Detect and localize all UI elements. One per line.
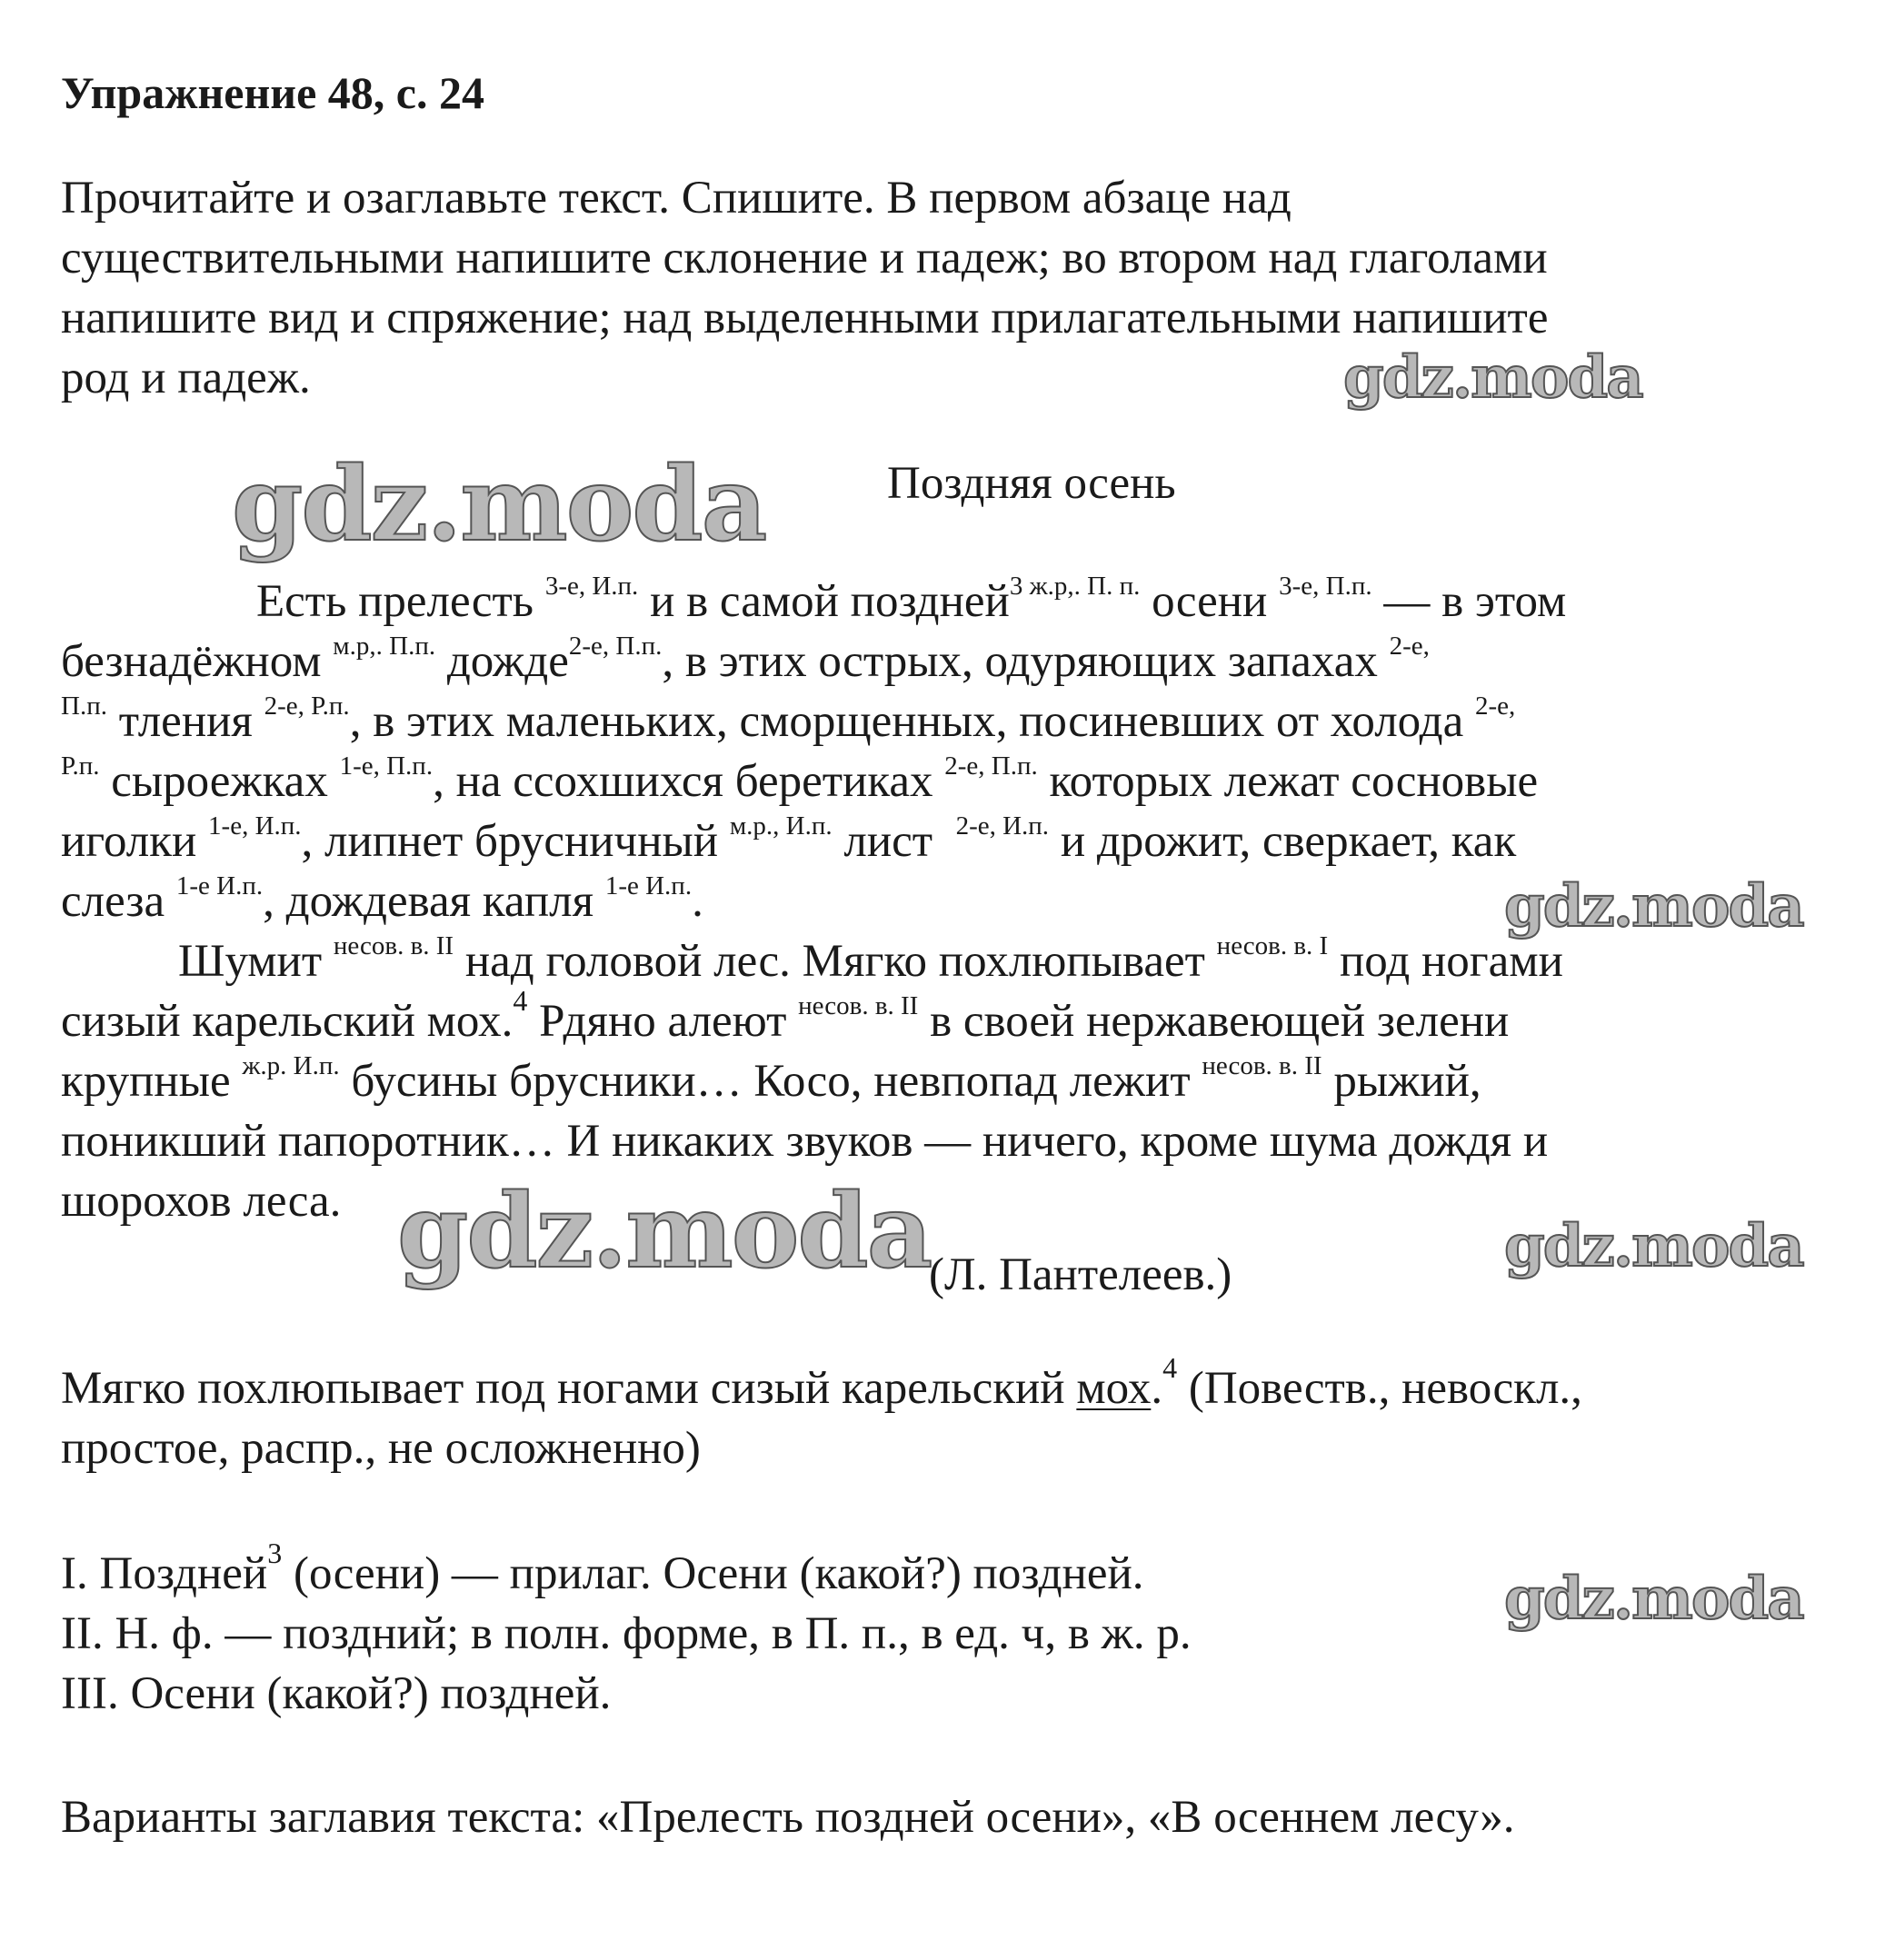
p1-l5-s3: 2-е, И.п. xyxy=(955,811,1050,841)
p1-l1-s3: 3-е, П.п. xyxy=(1279,572,1372,601)
p1-line-5 xyxy=(61,811,1517,869)
parsing-l1-a: I. Поздней xyxy=(61,1548,268,1599)
p1-l6-s2: 1-е И.п. xyxy=(604,871,693,900)
p1-l1-d: — в этом xyxy=(1383,576,1567,627)
p1-l3-a: тления xyxy=(118,696,253,747)
p2-line-2 xyxy=(61,984,1510,1049)
p1-line-1 xyxy=(256,574,1566,629)
p2-line-3 xyxy=(61,1051,1481,1109)
p1-l2-a: безнадёжном xyxy=(61,636,322,687)
p1-l4-a: сыроежках xyxy=(111,756,328,807)
parsing-line-3: III. Осени (какой?) поздней. xyxy=(61,1668,612,1719)
p1-line-3 xyxy=(61,691,1516,749)
p2-l3-s1: ж.р. И.п. xyxy=(242,1051,340,1080)
p1-l2-s3: 2-е, xyxy=(1389,632,1430,661)
exercise-heading: Упражнение 48, с. 24 xyxy=(61,67,484,118)
p1-l5-c: лист xyxy=(843,816,933,867)
task-line-2: существительными напишите склонение и падеж; во втором над глаголами xyxy=(61,233,1548,284)
p1-l1-b: и в самой поздней xyxy=(650,576,1010,627)
p2-l1-c: под ногами xyxy=(1339,936,1563,987)
p1-l3-b: , в этих маленьких, сморщенных, посиневших от холода xyxy=(349,696,1464,747)
p1-l4-s1: 1-е, П.п. xyxy=(339,751,434,781)
p2-l2-s1: 4 xyxy=(513,984,528,1017)
analysis-line-2: простое, распр., не осложненно) xyxy=(61,1423,701,1474)
title-variants: Варианты заглавия текста: «Прелесть поздней осени», «В осеннем лесу». xyxy=(61,1792,1515,1843)
p1-line-4 xyxy=(61,751,1539,809)
watermark-3: gdz.moda xyxy=(1504,872,1803,940)
p2-l1-s2: несов. в. I xyxy=(1216,931,1329,960)
p2-l3-b: бусины брусники… Косо, невпопад лежит xyxy=(351,1056,1191,1107)
parsing-line-1 xyxy=(61,1537,1144,1601)
p1-l2-s1: м.р,. П.п. xyxy=(333,632,436,661)
p2-line-4: поникший папоротник… И никаких звуков — ничего, кроме шума дождя и xyxy=(61,1116,1549,1167)
p1-l1-s2: 3 ж.р,. П. п. xyxy=(1009,572,1141,601)
watermark-1: gdz.moda xyxy=(1343,343,1642,412)
parsing-l1-b: (осени) — прилаг. Осени (какой?) поздней. xyxy=(293,1548,1144,1599)
p1-l4-s0: Р.п. xyxy=(61,751,100,781)
p1-l2-s2: 2-е, П.п. xyxy=(568,632,663,661)
p2-l2-a: сизый карельский мох. xyxy=(61,996,514,1047)
p1-l1-s1: 3-е, И.п. xyxy=(544,572,639,601)
p1-l6-c: . xyxy=(692,876,703,927)
p1-l1-a: Есть прелесть xyxy=(256,576,534,627)
analysis-l1-c: . xyxy=(1151,1363,1163,1414)
p1-l1-c: осени xyxy=(1152,576,1268,627)
p2-l2-c: в своей нержавеющей зелени xyxy=(930,996,1510,1047)
analysis-l1-s1: 4 xyxy=(1162,1351,1178,1384)
watermark-4: gdz.moda xyxy=(397,1172,932,1291)
p1-l6-s1: 1-е И.п. xyxy=(175,871,264,900)
analysis-underlined-word: мох xyxy=(1076,1363,1152,1414)
p1-l3-s0: П.п. xyxy=(61,691,107,721)
p1-l5-s1: 1-е, И.п. xyxy=(208,811,302,841)
watermark-5: gdz.moda xyxy=(1504,1212,1803,1280)
text-title: Поздняя осень xyxy=(887,458,1176,509)
author: (Л. Пантелеев.) xyxy=(929,1249,1232,1300)
p2-l2-b: Рдяно алеют xyxy=(539,996,787,1047)
parsing-line-2: II. Н. ф. — поздний; в полн. форме, в П. п., в ед. ч, в ж. р. xyxy=(61,1608,1192,1659)
p2-l2-s2: несов. в. II xyxy=(798,991,919,1020)
p2-l1-s1: несов. в. II xyxy=(333,931,454,960)
p1-line-6 xyxy=(61,871,703,929)
p1-l5-b: , липнет брусничный xyxy=(301,816,719,867)
p1-l4-c: которых лежат сосновые xyxy=(1049,756,1539,807)
p2-l3-s2: несов. в. II xyxy=(1202,1051,1322,1080)
p1-l6-b: , дождевая капля xyxy=(263,876,594,927)
task-line-4: род и падеж. xyxy=(61,353,311,403)
watermark-2: gdz.moda xyxy=(232,445,766,564)
analysis-line-1 xyxy=(61,1351,1582,1416)
task-line-3: напишите вид и спряжение; над выделенными прилагательными напишите xyxy=(61,293,1549,343)
watermark-6: gdz.moda xyxy=(1504,1565,1803,1633)
p1-l2-b: дожде xyxy=(446,636,569,687)
p2-l3-c: рыжий, xyxy=(1333,1056,1481,1107)
p2-line-1 xyxy=(178,931,1563,989)
p1-l3-s1: 2-е, Р.п. xyxy=(264,691,350,721)
analysis-l1-d: (Повеств., невоскл., xyxy=(1188,1363,1582,1414)
p2-line-5: шорохов леса. xyxy=(61,1176,342,1227)
p1-l3-s2: 2-е, xyxy=(1475,691,1516,721)
p1-l4-s2: 2-е, П.п. xyxy=(944,751,1038,781)
p2-l1-a: Шумит xyxy=(178,936,323,987)
p2-l3-a: крупные xyxy=(61,1056,231,1107)
parsing-l1-s1: 3 xyxy=(267,1537,283,1569)
p1-l5-a: иголки xyxy=(61,816,197,867)
analysis-l1-a: Мягко похлюпывает под ногами сизый карельский xyxy=(61,1363,1065,1414)
p2-l1-b: над головой лес. Мягко похлюпывает xyxy=(464,936,1205,987)
p1-l5-s2: м.р., И.п. xyxy=(729,811,833,841)
p1-l5-d: и дрожит, сверкает, как xyxy=(1060,816,1517,867)
p1-l6-a: слеза xyxy=(61,876,165,927)
p1-l4-b: , на ссохшихся беретиках xyxy=(433,756,933,807)
p1-l2-c: , в этих острых, одуряющих запахах xyxy=(662,636,1378,687)
p1-line-2 xyxy=(61,634,1430,689)
task-line-1: Прочитайте и озаглавьте текст. Спишите. В первом абзаце над xyxy=(61,173,1292,224)
